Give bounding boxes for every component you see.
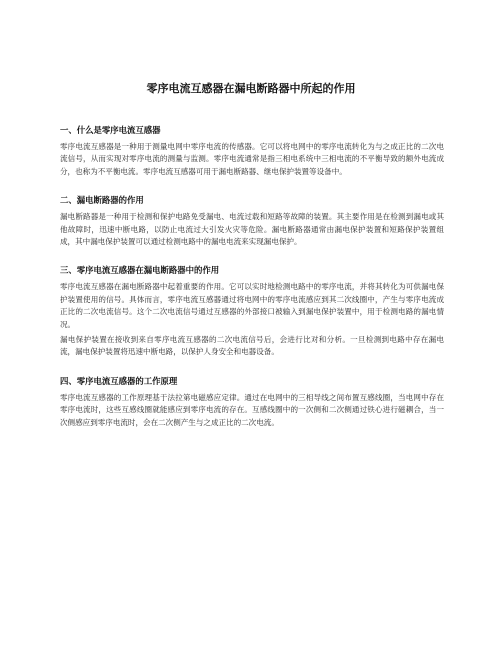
paragraph: 漏电保护装置在接收到来自零序电流互感器的二次电流信号后，会进行比对和分析。一旦检测到电路中存在漏电流，漏电保护装置将迅速中断电路，以保护人身安全和电器设备。 (60, 335, 444, 357)
section-heading: 三、零序电流互感器在漏电断路器中的作用 (60, 265, 220, 276)
section-heading: 四、零序电流互感器的工作原理 (60, 375, 178, 386)
paragraph: 零序电流互感器在漏电断路器中起着重要的作用。它可以实时地检测电路中的零序电流，并将其转化为可供漏电保护装置使用的信号。具体而言，零序电流互感器通过将电网中的零序电流感应到其二次线圈中，产生与零序电流成正比的二次电流信号。这个二次电流信号通过互感器的外部接口被输入到漏电保护装置中，用于检测电路的漏电情况。 (60, 282, 444, 329)
section-ct-role-in-rcd (60, 264, 444, 358)
document-title: 零序电流互感器在漏电断路器中所起的作用 (146, 82, 356, 95)
section-heading: 一、什么是零序电流互感器 (60, 125, 161, 135)
paragraph: 零序电流互感器的工作原理基于法拉第电磁感应定律。通过在电网中的三相导线之间布置互感线圈，当电网中存在零序电流时，这些互感线圈就能感应到零序电流的存在。互感线圈中的一次侧和二次侧通过铁心进行磁耦合，当一次侧感应到零序电流时，会在二次侧产生与之成正比的二次电流。 (60, 392, 444, 427)
paragraph: 零序电流互感器是一种用于测量电网中零序电流的传感器。它可以将电网中的零序电流转化为与之成正比的二次电流信号，从而实现对零序电流的测量与监测。零序电流通常是指三相电系统中三相电流的不平衡导致的额外电流成分，也称为不平衡电流。零序电流互感器可用于漏电断路器、继电保护装置等设备中。 (60, 142, 444, 176)
section-rcd-function (60, 194, 444, 248)
section-heading: 二、漏电断路器的作用 (60, 195, 144, 206)
document-body (60, 124, 444, 445)
section-what-is-zero-sequence-ct (60, 124, 444, 178)
paragraph: 漏电断路器是一种用于检测和保护电路免受漏电、电流过载和短路等故障的装置。其主要作用是在检测到漏电或其他故障时，迅速中断电路，以防止电流过大引发火灾等危险。漏电断路器通常由漏电保护装置和短路保护装置组成，其中漏电保护装置可以通过检测电路中的漏电电流来实现漏电保护。 (60, 212, 444, 247)
section-working-principle (60, 375, 444, 429)
